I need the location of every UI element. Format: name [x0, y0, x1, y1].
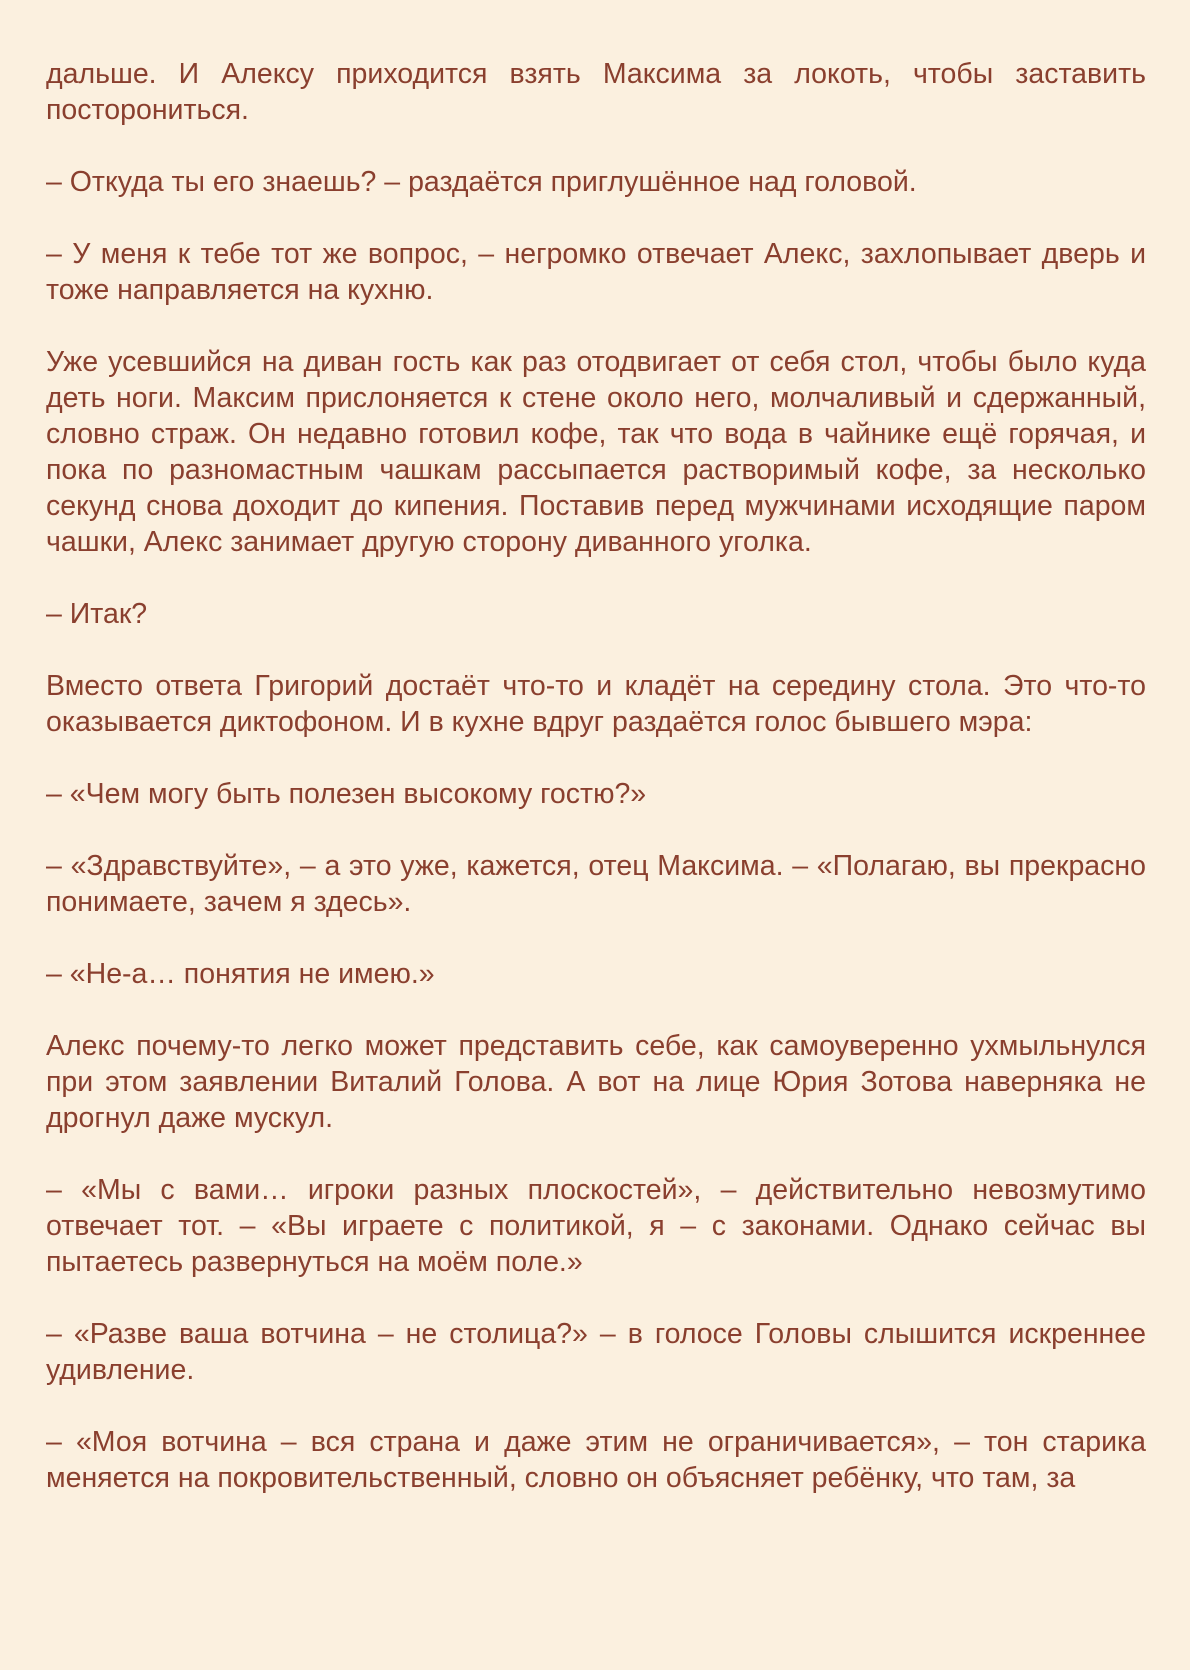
document-page — [46, 56, 1146, 1532]
paragraph-3: – У меня к тебе тот же вопрос, – негромко отвечает Алекс, захлопывает дверь и тоже направляется на кухню. — [46, 238, 1146, 306]
paragraph-1: дальше. И Алексу приходится взять Максима за локоть, чтобы заставить посторониться. — [46, 58, 1146, 126]
paragraph-2: – Откуда ты его знаешь? – раздаётся приглушённое над головой. — [46, 166, 917, 198]
paragraph-6: Вместо ответа Григорий достаёт что-то и кладёт на середину стола. Это что-то оказывается диктофоном. И в кухне вдруг раздаётся голос бывшего мэра: — [46, 670, 1146, 738]
paragraph-5: – Итак? — [46, 598, 148, 630]
paragraph-7: – «Чем могу быть полезен высокому гостю?» — [46, 778, 647, 810]
paragraph-13: – «Моя вотчина – вся страна и даже этим не ограничивается», – тон старика меняется на покровительственный, словно он объясняет ребёнку, что там, за — [46, 1426, 1146, 1494]
paragraph-8: – «Здравствуйте», – а это уже, кажется, отец Максима. – «Полагаю, вы прекрасно понимаете, зачем я здесь». — [46, 850, 1146, 918]
paragraph-12: – «Разве ваша вотчина – не столица?» – в голосе Головы слышится искреннее удивление. — [46, 1318, 1146, 1386]
paragraph-9: – «Не-а… понятия не имею.» — [46, 958, 435, 990]
paragraph-10: Алекс почему-то легко может представить себе, как самоуверенно ухмыльнулся при этом заявлении Виталий Голова. А вот на лице Юрия Зотова наверняка не дрогнул даже мускул. — [46, 1030, 1146, 1134]
paragraph-11: – «Мы с вами… игроки разных плоскостей», – действительно невозмутимо отвечает тот. – «Вы играете с политикой, я – с законами. Однако сейчас вы пытаетесь развернуться на моём поле.» — [46, 1174, 1146, 1278]
paragraph-4: Уже усевшийся на диван гость как раз отодвигает от себя стол, чтобы было куда деть ноги. Максим прислоняется к стене около него, молчаливый и сдержанный, словно страж. Он недавно готовил кофе, так что вода в чайнике ещё горячая, и пока по разномастным чашкам рассыпается растворимый кофе, за несколько секунд снова доходит до кипения. Поставив перед мужчинами исходящие паром чашки, Алекс занимает другую сторону диванного уголка. — [46, 346, 1146, 558]
